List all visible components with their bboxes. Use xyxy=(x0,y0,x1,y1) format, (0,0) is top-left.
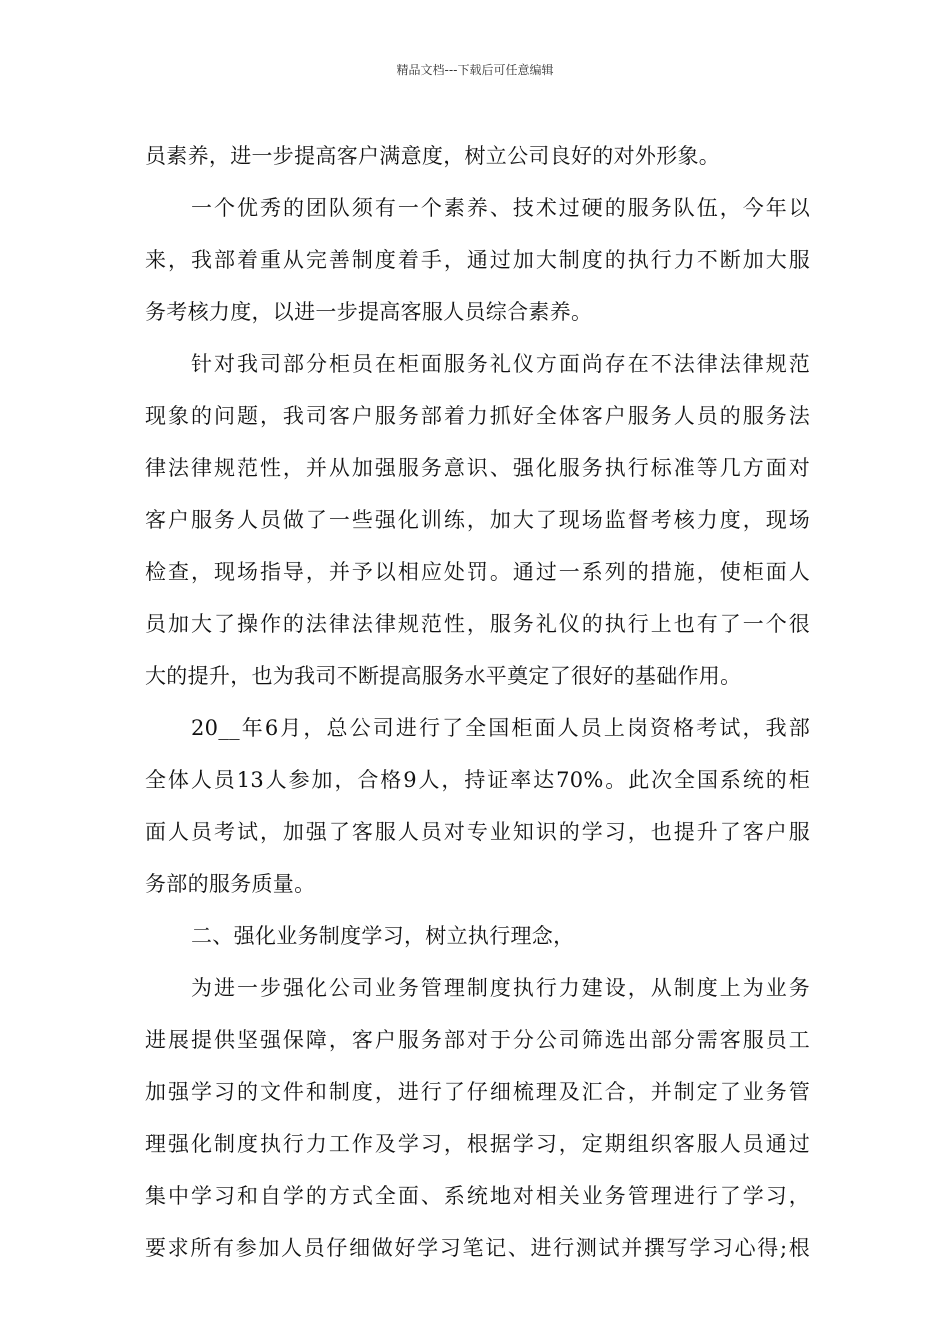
text-line: 员素养，进一步提高客户满意度，树立公司良好的对外形象。 xyxy=(145,144,721,168)
document-body xyxy=(145,130,810,1274)
text-line: 集中学习和自学的方式全面、系统地对相关业务管理进行了学习， xyxy=(145,1184,810,1208)
paragraph-first-line: 20__年6月，总公司进行了全国柜面人员上岗资格考试，我部 xyxy=(191,716,810,740)
text-line: 加强学习的文件和制度，进行了仔细梳理及汇合，并制定了业务管 xyxy=(145,1080,810,1104)
text-line: 务考核力度，以进一步提高客服人员综合素养。 xyxy=(145,300,593,324)
paragraph-first-line: 针对我司部分柜员在柜面服务礼仪方面尚存在不法律法律规范 xyxy=(191,352,810,376)
paragraph-first-line: 为进一步强化公司业务管理制度执行力建设，从制度上为业务 xyxy=(191,976,810,1000)
text-line: 大的提升，也为我司不断提高服务水平奠定了很好的基础作用。 xyxy=(145,664,742,688)
text-line: 务部的服务质量。 xyxy=(145,872,316,896)
page-header: 精品文档---下载后可任意编辑 xyxy=(396,63,554,77)
text-line: 员加大了操作的法律法律规范性，服务礼仪的执行上也有了一个很 xyxy=(145,612,810,636)
text-line: 律法律规范性，并从加强服务意识、强化服务执行标准等几方面对 xyxy=(145,456,810,480)
paragraph-first-line: 一个优秀的团队须有一个素养、技术过硬的服务队伍，今年以 xyxy=(191,196,810,220)
text-line: 全体人员13人参加，合格9人，持证率达70%。此次全国系统的柜 xyxy=(145,768,810,792)
text-line: 检查，现场指导，并予以相应处罚。通过一系列的措施，使柜面人 xyxy=(145,560,810,584)
text-line: 面人员考试，加强了客服人员对专业知识的学习，也提升了客户服 xyxy=(145,820,810,844)
section-heading: 二、强化业务制度学习，树立执行理念， xyxy=(191,924,575,948)
text-line: 理强化制度执行力工作及学习，根据学习，定期组织客服人员通过 xyxy=(145,1132,810,1156)
text-line: 现象的问题，我司客户服务部着力抓好全体客户服务人员的服务法 xyxy=(145,404,810,428)
text-line: 客户服务人员做了一些强化训练，加大了现场监督考核力度，现场 xyxy=(145,508,810,532)
text-line: 来，我部着重从完善制度着手，通过加大制度的执行力不断加大服 xyxy=(145,248,810,272)
text-line: 要求所有参加人员仔细做好学习笔记、进行测试并撰写学习心得;根 xyxy=(145,1236,810,1260)
text-line: 进展提供坚强保障，客户服务部对于分公司筛选出部分需客服员工 xyxy=(145,1028,810,1052)
